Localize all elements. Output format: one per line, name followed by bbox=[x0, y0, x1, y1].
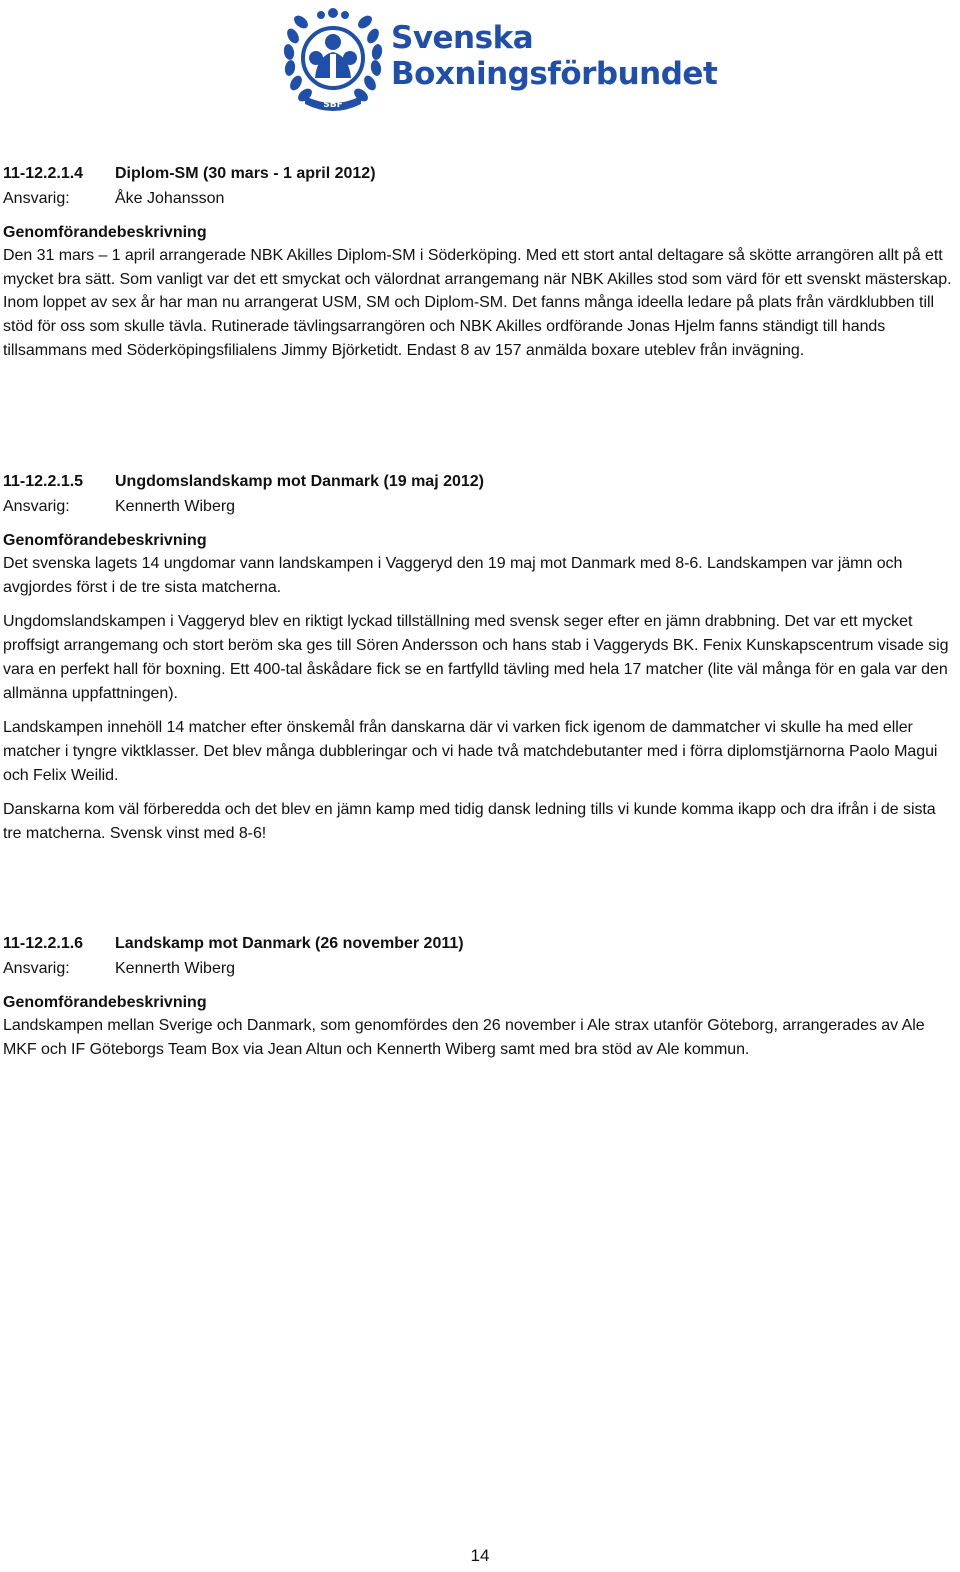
paragraph: Det svenska lagets 14 ungdomar vann landskampen i Vaggeryd den 19 maj mot Danmark med 8-6. Landskampen var jämn och avgjordes först i de tre sista matcherna. bbox=[3, 555, 903, 596]
responsible-name: Kennerth Wiberg bbox=[115, 498, 236, 515]
responsible-label: Ansvarig: bbox=[3, 960, 70, 977]
paragraph: Danskarna kom väl förberedda och det blev en jämn kamp med tidig dansk ledning tills vi kunde komma ikapp och dra ifrån i de sista tre matcherna. Svensk vinst med 8-6! bbox=[3, 801, 936, 843]
section-title: Diplom-SM (30 mars - 1 april 2012) bbox=[115, 165, 376, 182]
responsible-row bbox=[3, 957, 957, 981]
boxer-wreath-emblem-icon bbox=[283, 6, 383, 114]
subheading: Genomförandebeskrivning bbox=[3, 994, 207, 1011]
section-heading bbox=[3, 162, 957, 186]
page-number: 14 bbox=[470, 1546, 490, 1565]
subheading: Genomförandebeskrivning bbox=[3, 224, 207, 241]
logo-line-2: Boxningsförbundet bbox=[391, 56, 718, 92]
section-number: 11-12.2.1.4 bbox=[3, 165, 84, 182]
responsible-row bbox=[3, 495, 957, 519]
section-title: Ungdomslandskamp mot Danmark (19 maj 2012) bbox=[115, 473, 485, 490]
section-ungdomslandskamp bbox=[3, 470, 957, 846]
responsible-row bbox=[3, 187, 957, 211]
paragraph: Landskampen innehöll 14 matcher efter önskemål från danskarna där vi varken fick igenom de dammatcher vi skulle ha med eller matcher i tyngre viktklasser. Det blev många dubbleringar och vi hade två matchdebutanter med i förra diplomstjärnorna Paolo Magui och Felix Weilid. bbox=[3, 719, 938, 784]
emblem-text: SBF bbox=[323, 100, 343, 110]
paragraph: Den 31 mars – 1 april arrangerade NBK Akilles Diplom-SM i Söderköping. Med ett stort antal deltagare så skötte arrangören allt på ett mycket bra sätt. Som vanligt var det ett smyckat och välordnat arrangemang när NBK Akilles stod som värd för ett svenskt mästerskap. Inom loppet av sex år har man nu arrangerat USM, SM och Diplom-SM. Det fanns många ideella ledare på plats från värdklubben till stöd för oss som skulle tävla. Rutinerade tävlingsarrangören och NBK Akilles ordförande Jonas Hjelm fanns ständigt till hands tillsammans med Söderköpingsfilialens Jimmy Björketidt. Endast 8 av 157 anmälda boxare uteblev från invägning. bbox=[3, 247, 952, 359]
section-title: Landskamp mot Danmark (26 november 2011) bbox=[115, 935, 464, 952]
paragraph: Ungdomslandskampen i Vaggeryd blev en riktigt lyckad tillställning med svensk seger efter en jämn drabbning. Det var ett mycket proffsigt arrangemang och stort beröm ska ges till Sören Andersson och hans stab i Vaggeryds BK. Fenix Kunskapscentrum visade sig vara en perfekt hall för boxning. Ett 400-tal åskådare fick se en fartfylld tävling med hela 17 matcher (lite väl många för en gala var den allmänna uppfattningen). bbox=[3, 613, 949, 702]
section-diplom-sm bbox=[3, 162, 957, 363]
paragraph: Landskampen mellan Sverige och Danmark, som genomfördes den 26 november i Ale strax utanför Göteborg, arrangerades av Ale MKF och IF Göteborgs Team Box via Jean Altun och Kennerth Wiberg samt med bra stöd av Ale kommun. bbox=[3, 1017, 925, 1058]
section-number: 11-12.2.1.6 bbox=[3, 935, 84, 952]
section-number: 11-12.2.1.5 bbox=[3, 473, 84, 490]
subheading: Genomförandebeskrivning bbox=[3, 532, 207, 549]
responsible-name: Åke Johansson bbox=[115, 190, 225, 207]
logo-line-1: Svenska bbox=[391, 20, 534, 56]
responsible-name: Kennerth Wiberg bbox=[115, 960, 236, 977]
responsible-label: Ansvarig: bbox=[3, 190, 70, 207]
responsible-label: Ansvarig: bbox=[3, 498, 70, 515]
section-landskamp bbox=[3, 932, 957, 1061]
federation-logo bbox=[283, 6, 718, 114]
section-heading bbox=[3, 932, 957, 956]
section-heading bbox=[3, 470, 957, 494]
